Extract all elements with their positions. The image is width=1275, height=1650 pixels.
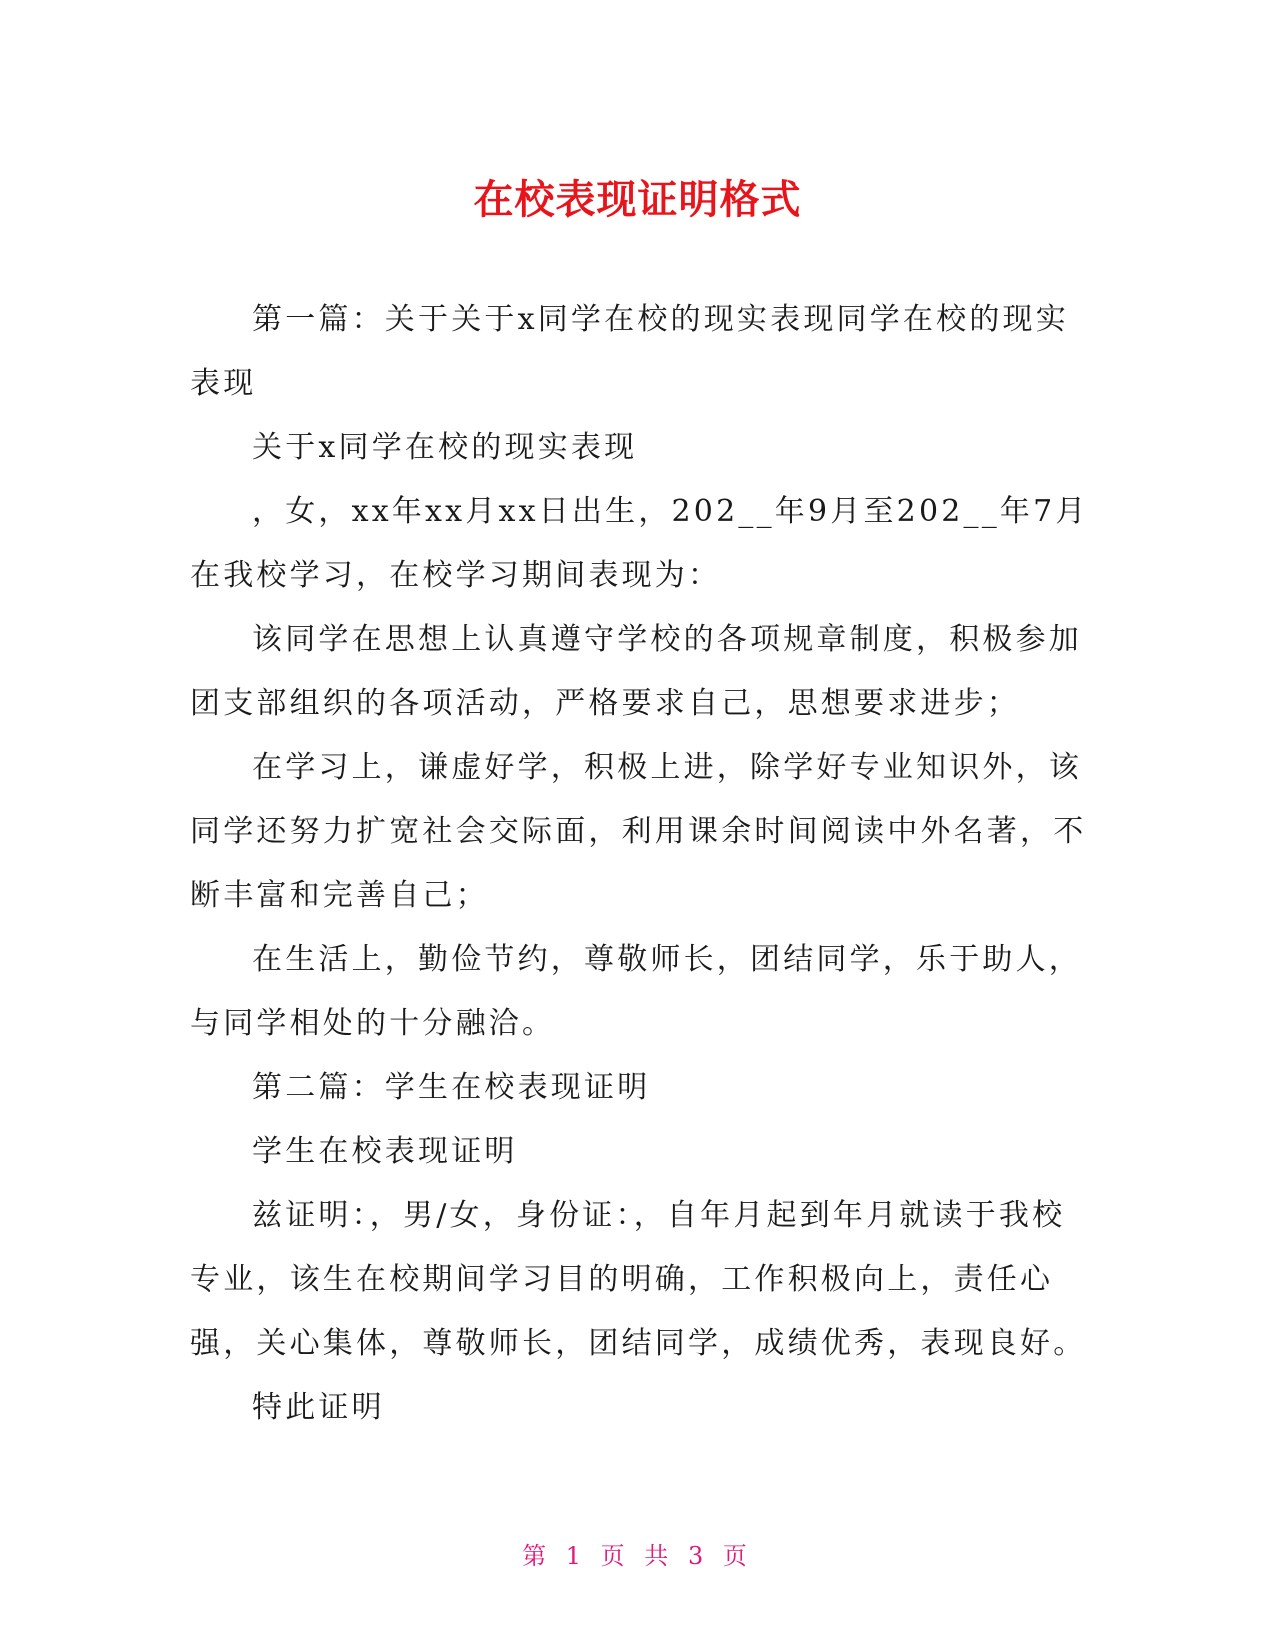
paragraph: 学生在校表现证明 <box>252 1134 518 1169</box>
paragraph: 关于x同学在校的现实表现 <box>252 430 638 465</box>
paragraph: 在学习上，谦虚好学，积极上进，除学好专业知识外，该同学还努力扩宽社会交际面，利用课余时间阅读中外名著，不断丰富和完善自己； <box>190 750 1087 913</box>
document-body <box>190 288 1090 1440</box>
paragraph: 特此证明 <box>252 1390 385 1425</box>
document-title: 在校表现证明格式 <box>473 177 802 223</box>
paragraph: 在生活上，勤俭节约，尊敬师长，团结同学，乐于助人，与同学相处的十分融洽。 <box>190 942 1082 1041</box>
paragraph: 第一篇：关于关于x同学在校的现实表现同学在校的现实表现 <box>190 302 1069 401</box>
paragraph: 兹证明：，男/女，身份证：，自年月起到年月就读于我校专业，该生在校期间学习目的明确，工作积极向上，责任心强，关心集体，尊敬师长，团结同学，成绩优秀，表现良好。 <box>190 1198 1087 1361</box>
page-number-footer: 第 1 页 共 3 页 <box>522 1542 753 1570</box>
paragraph: 该同学在思想上认真遵守学校的各项规章制度，积极参加团支部组织的各项活动，严格要求自己，思想要求进步； <box>190 622 1082 721</box>
paragraph: ，女，xx年xx月xx日出生，202__年9月至202__年7月在我校学习，在校学习期间表现为： <box>190 494 1089 593</box>
paragraph: 第二篇：学生在校表现证明 <box>252 1070 651 1105</box>
